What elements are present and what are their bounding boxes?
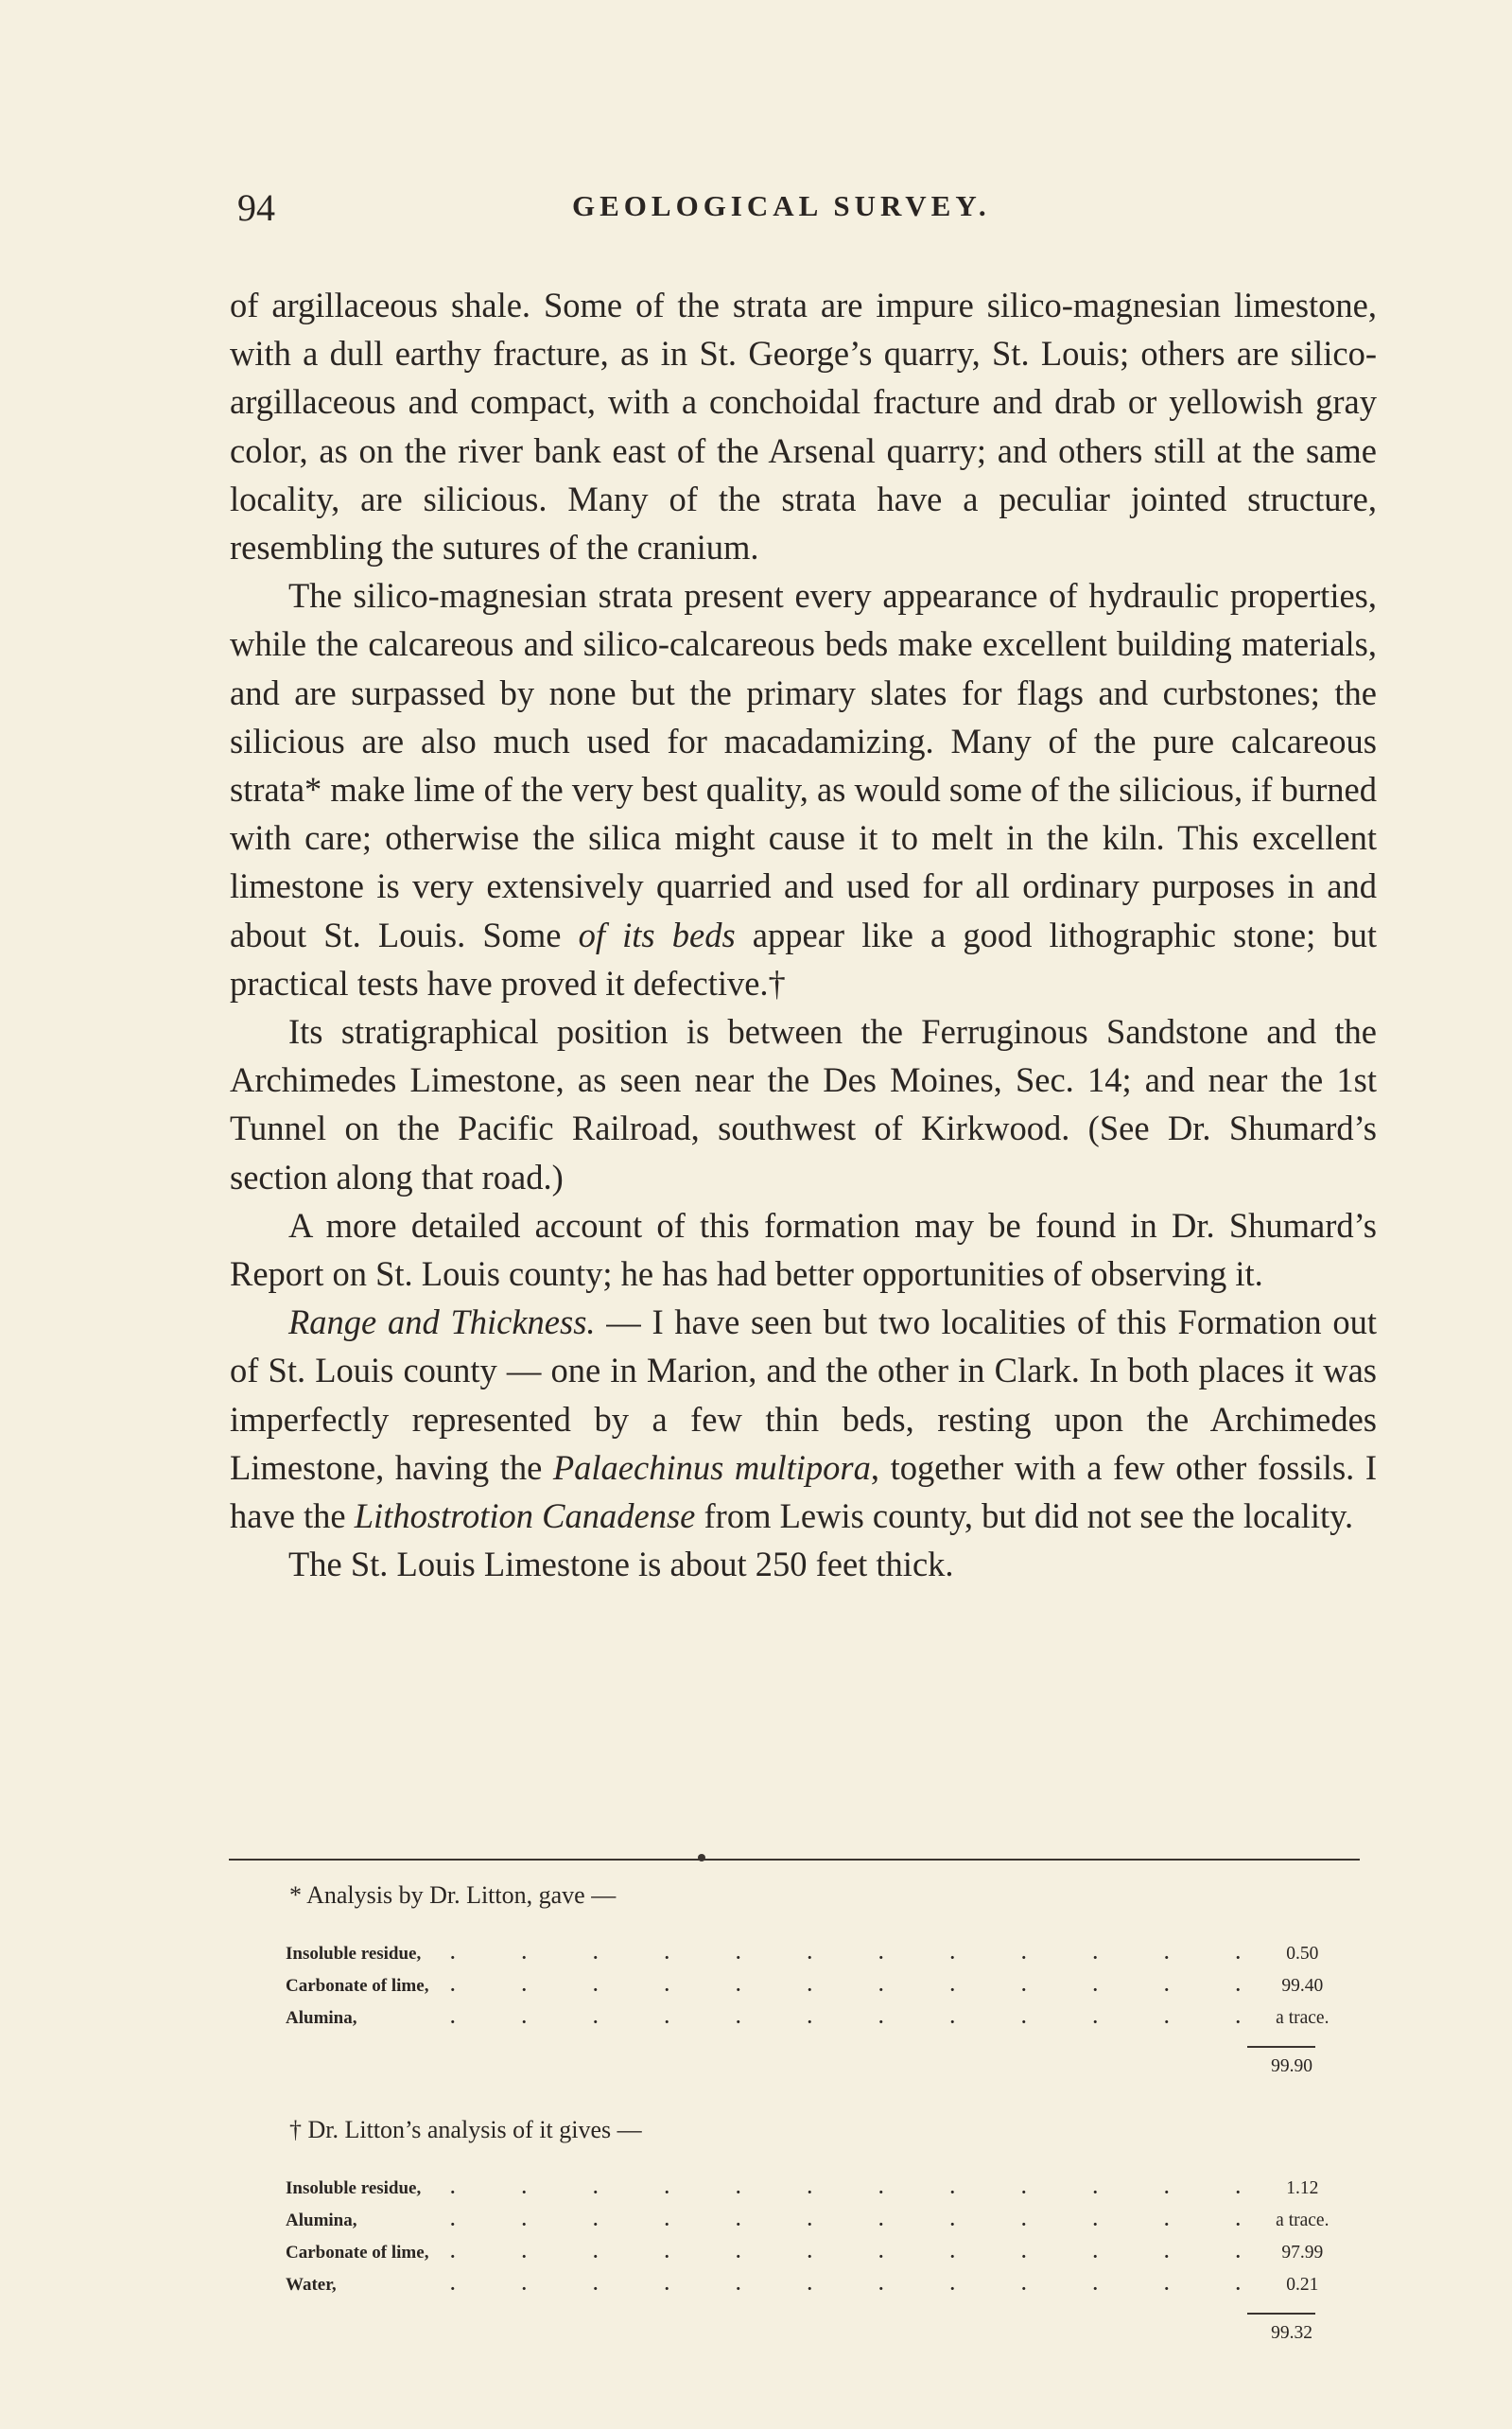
paragraph-text: Its stratigraphical position is between the Ferruginous Sandstone and the Archimedes Limestone, as seen near the Des Moines, Sec. 14; and near the 1st Tunnel on the Pacific Railroad, southwest of Kirkwood. (See Dr. Shumard’s section along that road.) — [230, 1012, 1377, 1197]
analysis-row — [286, 2275, 1333, 2307]
dot-leader: . . . . . . . . . . . . — [450, 1944, 1272, 1964]
paragraph-3 — [230, 1007, 1377, 1201]
paragraph-text: A more detailed account of this formation may be found in Dr. Shumard’s Report on St. Louis county; he has had better opportunities of observing it. — [230, 1205, 1377, 1294]
paragraph-text: appear like a good lithographic stone; but practical tests have proved it defective.† — [230, 915, 1377, 1003]
paragraph-5 — [230, 1298, 1377, 1540]
dot-leader: . . . . . . . . . . . . — [450, 2211, 1272, 2230]
analysis-label: Carbonate of lime, — [286, 2243, 429, 2263]
analysis-value: a trace. — [1276, 2008, 1330, 2028]
dot-leader: . . . . . . . . . . . . — [450, 2178, 1272, 2198]
footnote-intro: * Analysis by Dr. Litton, gave — — [289, 1881, 617, 1909]
paragraph-text: , together with a few other fossils. I have the — [230, 1447, 1378, 1536]
analysis-label: Alumina, — [286, 2008, 357, 2028]
analysis-label: Alumina, — [286, 2211, 357, 2230]
paragraph-1 — [230, 281, 1377, 571]
analysis-value: 1.12 — [1286, 2178, 1319, 2198]
analysis-value: 0.21 — [1286, 2275, 1319, 2295]
divider-ornament — [698, 1854, 705, 1861]
dot-leader: . . . . . . . . . . . . — [450, 1976, 1272, 1996]
body-text — [230, 281, 1377, 1588]
dot-leader: . . . . . . . . . . . . — [450, 2243, 1272, 2263]
analysis-row — [286, 2243, 1333, 2275]
page-header — [230, 185, 1377, 242]
analysis-row — [286, 2178, 1333, 2211]
paragraph-text: The silico-magnesian strata present every appearance of hydraulic properties, while the calcareous and silico-calcareous beds make excellent building materials, and are surpassed by none but the primary slates for flags and curbstones; the silicious are also much used for macadamizing. Many of the pure calcareous strata* make lime of the very best quality, as would some of the silicious, if burned with care; otherwise the silica might cause it to melt in the kiln. This excellent limestone is very extensively quarried and used for all ordinary purposes in and about St. Louis. Some — [230, 576, 1378, 954]
analysis-value: 97.99 — [1281, 2243, 1324, 2263]
analysis-label: Water, — [286, 2275, 337, 2295]
analysis-label: Insoluble residue, — [286, 2178, 422, 2198]
analysis-value: 99.40 — [1281, 1976, 1324, 1996]
analysis-value: a trace. — [1276, 2211, 1330, 2230]
italic-phrase: of its beds — [578, 915, 736, 954]
page-number: 94 — [237, 186, 275, 229]
dot-leader: . . . . . . . . . . . . — [450, 2008, 1272, 2028]
paragraph-text: — I have seen but two localities of this Formation out of St. Louis county — one in Marion, and the other in Clark. In both places it was imperfectly represented by a few thin beds, resting upon the Archimedes Limestone, having the — [230, 1302, 1378, 1487]
analysis-label: Insoluble residue, — [286, 1944, 422, 1964]
footnote-divider — [229, 1859, 1360, 1861]
analysis-total: 99.90 — [1271, 2056, 1312, 2076]
paragraph-4 — [230, 1201, 1377, 1298]
analysis-row — [286, 1944, 1333, 1976]
paragraph-text: of argillaceous shale. Some of the strata are impure silico-magnesian limestone, with a dull earthy fracture, as in St. George’s quarry, St. Louis; others are silico-argillaceous and compact, with a conchoidal fracture and drab or yellowish gray color, as on the river bank east of the Arsenal quarry; and others still at the same locality, are silicious. Many of the strata have a peculiar jointed structure, resembling the sutures of the cranium. — [230, 286, 1377, 568]
footnote-asterisk — [227, 1878, 1381, 2086]
analysis-row — [286, 1976, 1333, 2008]
footnotes — [227, 1878, 1381, 2352]
running-head: GEOLOGICAL SURVEY. — [572, 189, 991, 222]
analysis-table — [286, 1944, 1333, 2086]
paragraph-2 — [230, 571, 1377, 1007]
analysis-value: 0.50 — [1286, 1944, 1319, 1964]
paragraph-6 — [230, 1540, 1377, 1588]
footnote-dagger — [227, 2112, 1381, 2352]
paragraph-text: from Lewis county, but did not see the locality. — [695, 1496, 1354, 1536]
analysis-total: 99.32 — [1271, 2323, 1312, 2343]
analysis-row — [286, 2008, 1333, 2040]
analysis-label: Carbonate of lime, — [286, 1976, 429, 1996]
dot-leader: . . . . . . . . . . . . — [450, 2275, 1272, 2295]
analysis-table — [286, 2178, 1333, 2352]
footnote-intro: † Dr. Litton’s analysis of it gives — — [289, 2116, 642, 2143]
analysis-row — [286, 2211, 1333, 2243]
species-name: Palaechinus multipora — [552, 1447, 871, 1487]
section-heading: Range and Thickness. — [288, 1302, 596, 1342]
paragraph-text: The St. Louis Limestone is about 250 feet thick. — [288, 1545, 954, 1584]
species-name: Lithostrotion Canadense — [354, 1496, 696, 1536]
